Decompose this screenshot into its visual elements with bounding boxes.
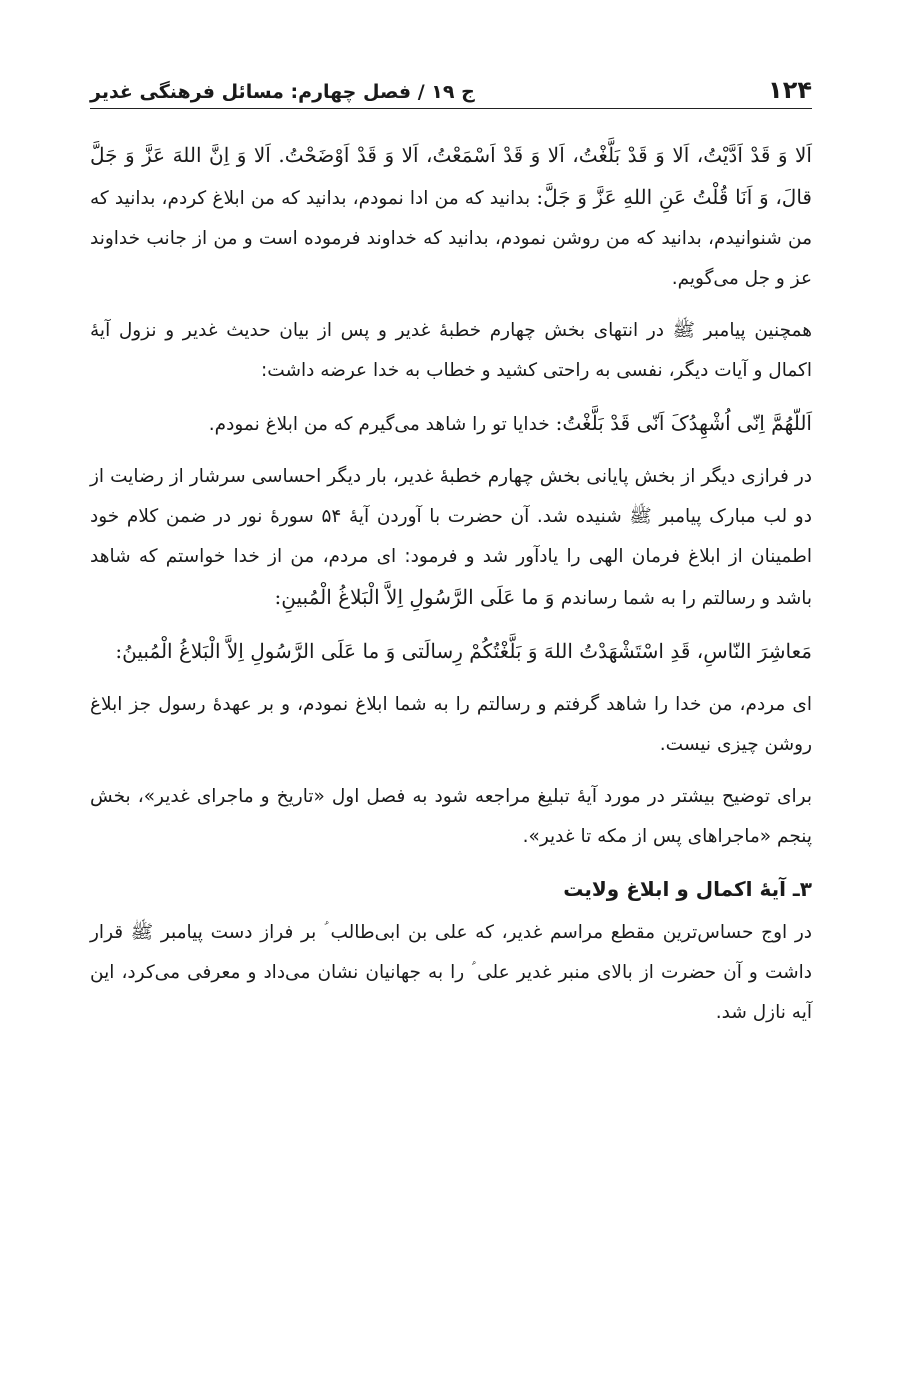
section-heading: ۳ـ آیهٔ اکمال و ابلاغ ولایت [563,877,812,901]
paragraph-text: برای توضیح بیشتر در مورد آیهٔ تبلیغ مراجعه شود به فصل اول «تاریخ و ماجرای غدیر»، بخش پنجم «ماجراهای پس از مکه تا غدیر». [90,786,812,847]
paragraph-8 [90,913,812,1033]
paragraph-2 [90,311,812,391]
paragraph-text: همچنین پیامبر ﷺ در انتهای بخش چهارم خطبهٔ غدیر و پس از بیان حدیث غدیر و نزول آیهٔ اکمال و آیات دیگر، نفسی به راحتی کشید و خطاب به خدا عرضه داشت: [90,320,812,381]
arabic-quote: اَلا وَ قَدْ اَدَّیْتُ، اَلا وَ قَدْ بَلَّغْتُ، اَلا وَ قَدْ اَسْمَعْتُ، اَلا وَ قَدْ اَوْضَحْتُ. اَلا وَ اِنَّ اللهَ عَزَّ وَ جَلَّ قالَ، وَ اَنَا قُلْتُ عَنِ اللهِ عَزَّ وَ جَلَّ: [90,143,812,209]
paragraph-4 [90,457,812,619]
arabic-quote: اَللّهُمَّ اِنّی اُشْهِدُکَ اَنّی قَدْ بَلَّغْتُ: [555,411,812,435]
page-content [90,135,812,1033]
persian-translation: خدایا تو را شاهد می‌گیرم که من ابلاغ نمودم. [208,414,556,435]
paragraph-6 [90,685,812,765]
paragraph-3 [90,403,812,445]
arabic-quote: مَعاشِرَ النّاسِ، قَدِ اسْتَشْهَدْتُ اللهَ وَ بَلَّغْتُکُمْ رِسالَتی وَ ما عَلَی الرَّسُولِ اِلاَّ الْبَلاغُ الْمُبینُ: [115,639,812,663]
page-number: ۱۲۴ [768,76,812,104]
running-head: ج ۱۹ / فصل چهارم: مسائل فرهنگی غدیر [90,81,475,103]
paragraph-text: ای مردم، من خدا را شاهد گرفتم و رسالتم را به شما ابلاغ نمودم، و بر عهدهٔ رسول جز ابلاغ روشن چیزی نیست. [90,694,812,755]
persian-translation: بدانید که من ادا نمودم، بدانید که من ابلاغ کردم، بدانید که من شنوانیدم، بدانید که من روشن نمودم، بدانید که خداوند فرموده است و من از جانب خداوند عز و جل می‌گویم. [90,188,812,289]
paragraph-5 [90,631,812,673]
page-header [90,60,812,109]
paragraph-1 [90,135,812,299]
paragraph-text: در فرازی دیگر از بخش پایانی بخش چهارم خطبهٔ غدیر، بار دیگر احساسی سرشار از رضایت از دو لب مبارک پیامبر ﷺ شنیده شد. آن حضرت با آوردن آیهٔ ۵۴ سورهٔ نور در ضمن کلام خود اطمینان از ابلاغ فرمان الهی را یادآور شد و فرمود: ای مردم، من از خدا خواستم که شاهد باشد و رسالتم را به شما رساندم [90,466,812,609]
book-page [90,60,812,1033]
paragraph-text: در اوج حساس‌ترین مقطع مراسم غدیر، که علی بن ابی‌طالب ؑ بر فراز دست پیامبر ﷺ قرار داشت و آن حضرت از بالای منبر غدیر علی ؑ را به جهانیان نشان می‌داد و معرفی می‌کرد، این آیه نازل شد. [90,922,812,1023]
paragraph-7 [90,777,812,857]
arabic-quote: وَ ما عَلَی الرَّسُولِ اِلاَّ الْبَلاغُ الْمُبینِ: [274,585,561,609]
